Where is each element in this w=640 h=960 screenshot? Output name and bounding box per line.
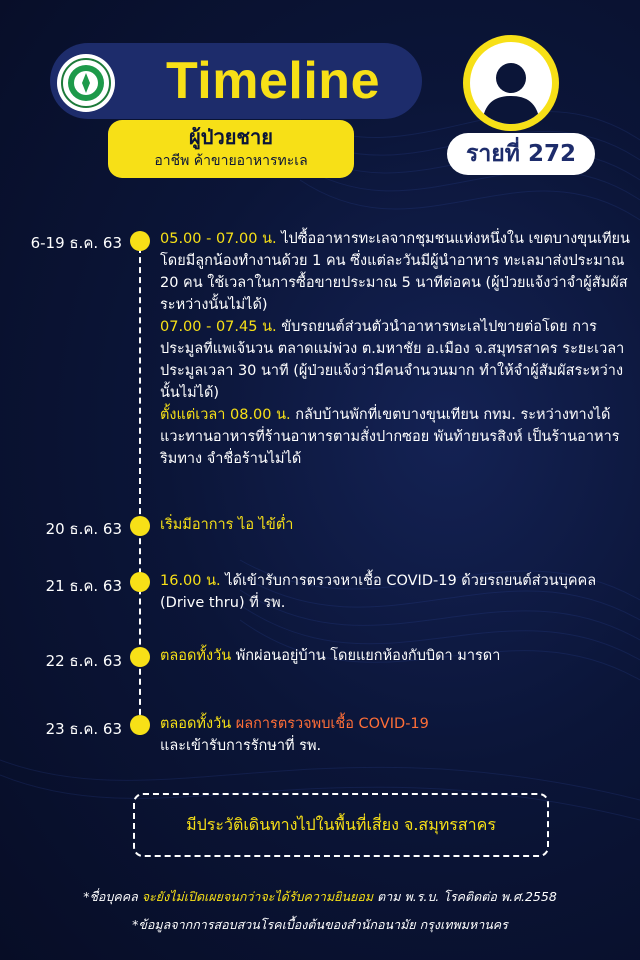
page-title: Timeline bbox=[165, 52, 380, 110]
patient-title: ผู้ป่วยชาย bbox=[189, 125, 273, 149]
entry-text: และเข้ารับการรักษาที่ รพ. bbox=[160, 738, 322, 754]
timeline-paragraph bbox=[160, 404, 630, 470]
timeline-date: 23 ธ.ค. 63 bbox=[45, 720, 122, 738]
patient-occupation: อาชีพ ค้าขายอาหารทะเล bbox=[154, 153, 308, 169]
footnote-part: ตาม พ.ร.บ. โรคติดต่อ พ.ศ.2558 bbox=[373, 889, 557, 904]
entry-text: พักผ่อนอยู่บ้าน โดยแยกห้องกับบิดา มารดา bbox=[231, 648, 501, 664]
time-highlight: 07.00 - 07.45 น. bbox=[160, 319, 277, 335]
timeline-entry bbox=[160, 514, 630, 536]
timeline-dot bbox=[130, 516, 150, 536]
timeline-entry bbox=[160, 645, 630, 667]
timeline-entry bbox=[160, 228, 630, 470]
entry-text: ได้เข้ารับการตรวจหาเชื้อ COVID-19 ด้วยรถยนต์ส่วนบุคคล (Drive thru) ที่ รพ. bbox=[160, 573, 597, 611]
entry-text: ขับรถยนต์ส่วนตัวนำอาหารทะเลไปขายต่อโดย การประมูลที่แพเจ้นวน ตลาดแม่พ่วง ต.มหาชัย อ.เมือง จ.สมุทรสาคร ระยะเวลาประมูลเวลา 30 นาที (ผู้ป่วยแจ้งว่ามีคนจำนวนมาก ทำให้จำผู้สัมผัสระหว่างนั้นไม่ได้) bbox=[160, 319, 625, 401]
footnote-consent bbox=[0, 887, 640, 907]
timeline-dot bbox=[130, 647, 150, 667]
timeline-entry bbox=[160, 713, 630, 757]
footnote-part: *ชื่อบุคคล bbox=[83, 889, 138, 904]
timeline-entry bbox=[160, 570, 630, 614]
timeline-paragraph bbox=[160, 316, 630, 404]
timeline-dot bbox=[130, 572, 150, 592]
time-highlight: ตลอดทั้งวัน bbox=[160, 648, 232, 664]
time-highlight: เริ่มมีอาการ ไอ ไข้ต่ำ bbox=[160, 517, 294, 533]
risk-area-notice: มีประวัติเดินทางไปในพื้นที่เสี่ยง จ.สมุทรสาคร bbox=[133, 793, 549, 857]
bangkok-seal-icon bbox=[57, 54, 115, 112]
time-highlight: ตั้งแต่เวลา 08.00 น. bbox=[160, 407, 291, 423]
timeline-dot bbox=[130, 231, 150, 251]
footnote-part: จะยังไม่เปิดเผยจนกว่าจะได้รับความยินยอม bbox=[137, 889, 374, 904]
alert-text: ผลการตรวจพบเชื้อ COVID-19 bbox=[231, 716, 429, 732]
entry-text: กลับบ้านพักที่เขตบางขุนเทียน กทม. ระหว่างทางได้แวะทานอาหารที่ร้านอาหารตามสั่งปากซอย พันท้ายนรสิงห์ เป็นร้านอาหารริมทาง จำชื่อร้านไม่ได้ bbox=[160, 407, 620, 467]
timeline-date: 21 ธ.ค. 63 bbox=[45, 577, 122, 595]
timeline-date: 22 ธ.ค. 63 bbox=[45, 652, 122, 670]
footnote-source: *ข้อมูลจากการสอบสวนโรคเบื้องต้นของสำนักอนามัย กรุงเทพมหานคร bbox=[132, 917, 508, 932]
person-silhouette-icon bbox=[463, 35, 559, 131]
time-highlight: 16.00 น. bbox=[160, 573, 221, 589]
timeline-dot bbox=[130, 715, 150, 735]
timeline-date: 20 ธ.ค. 63 bbox=[45, 520, 122, 538]
entry-text: ไปซื้ออาหารทะเลจากชุมชนแห่งหนึ่งใน เขตบางขุนเทียนโดยมีลูกน้องทำงานด้วย 1 คน ซึ่งแต่ละวันมีผู้นำอาหาร ทะเลมาส่งประมาณ 20 คน ใช้เวลาในการซื้อขายประมาณ 5 นาทีต่อคน (ผู้ป่วยแจ้งว่าจำผู้สัมผัสระหว่างนั้นไม่ได้) bbox=[160, 231, 630, 313]
patient-info-box bbox=[108, 120, 354, 178]
timeline-paragraph bbox=[160, 228, 630, 316]
timeline-date: 6-19 ธ.ค. 63 bbox=[30, 234, 122, 252]
case-number-badge: รายที่ 272 bbox=[447, 133, 595, 175]
time-highlight: ตลอดทั้งวัน bbox=[160, 716, 232, 732]
time-highlight: 05.00 - 07.00 น. bbox=[160, 231, 277, 247]
